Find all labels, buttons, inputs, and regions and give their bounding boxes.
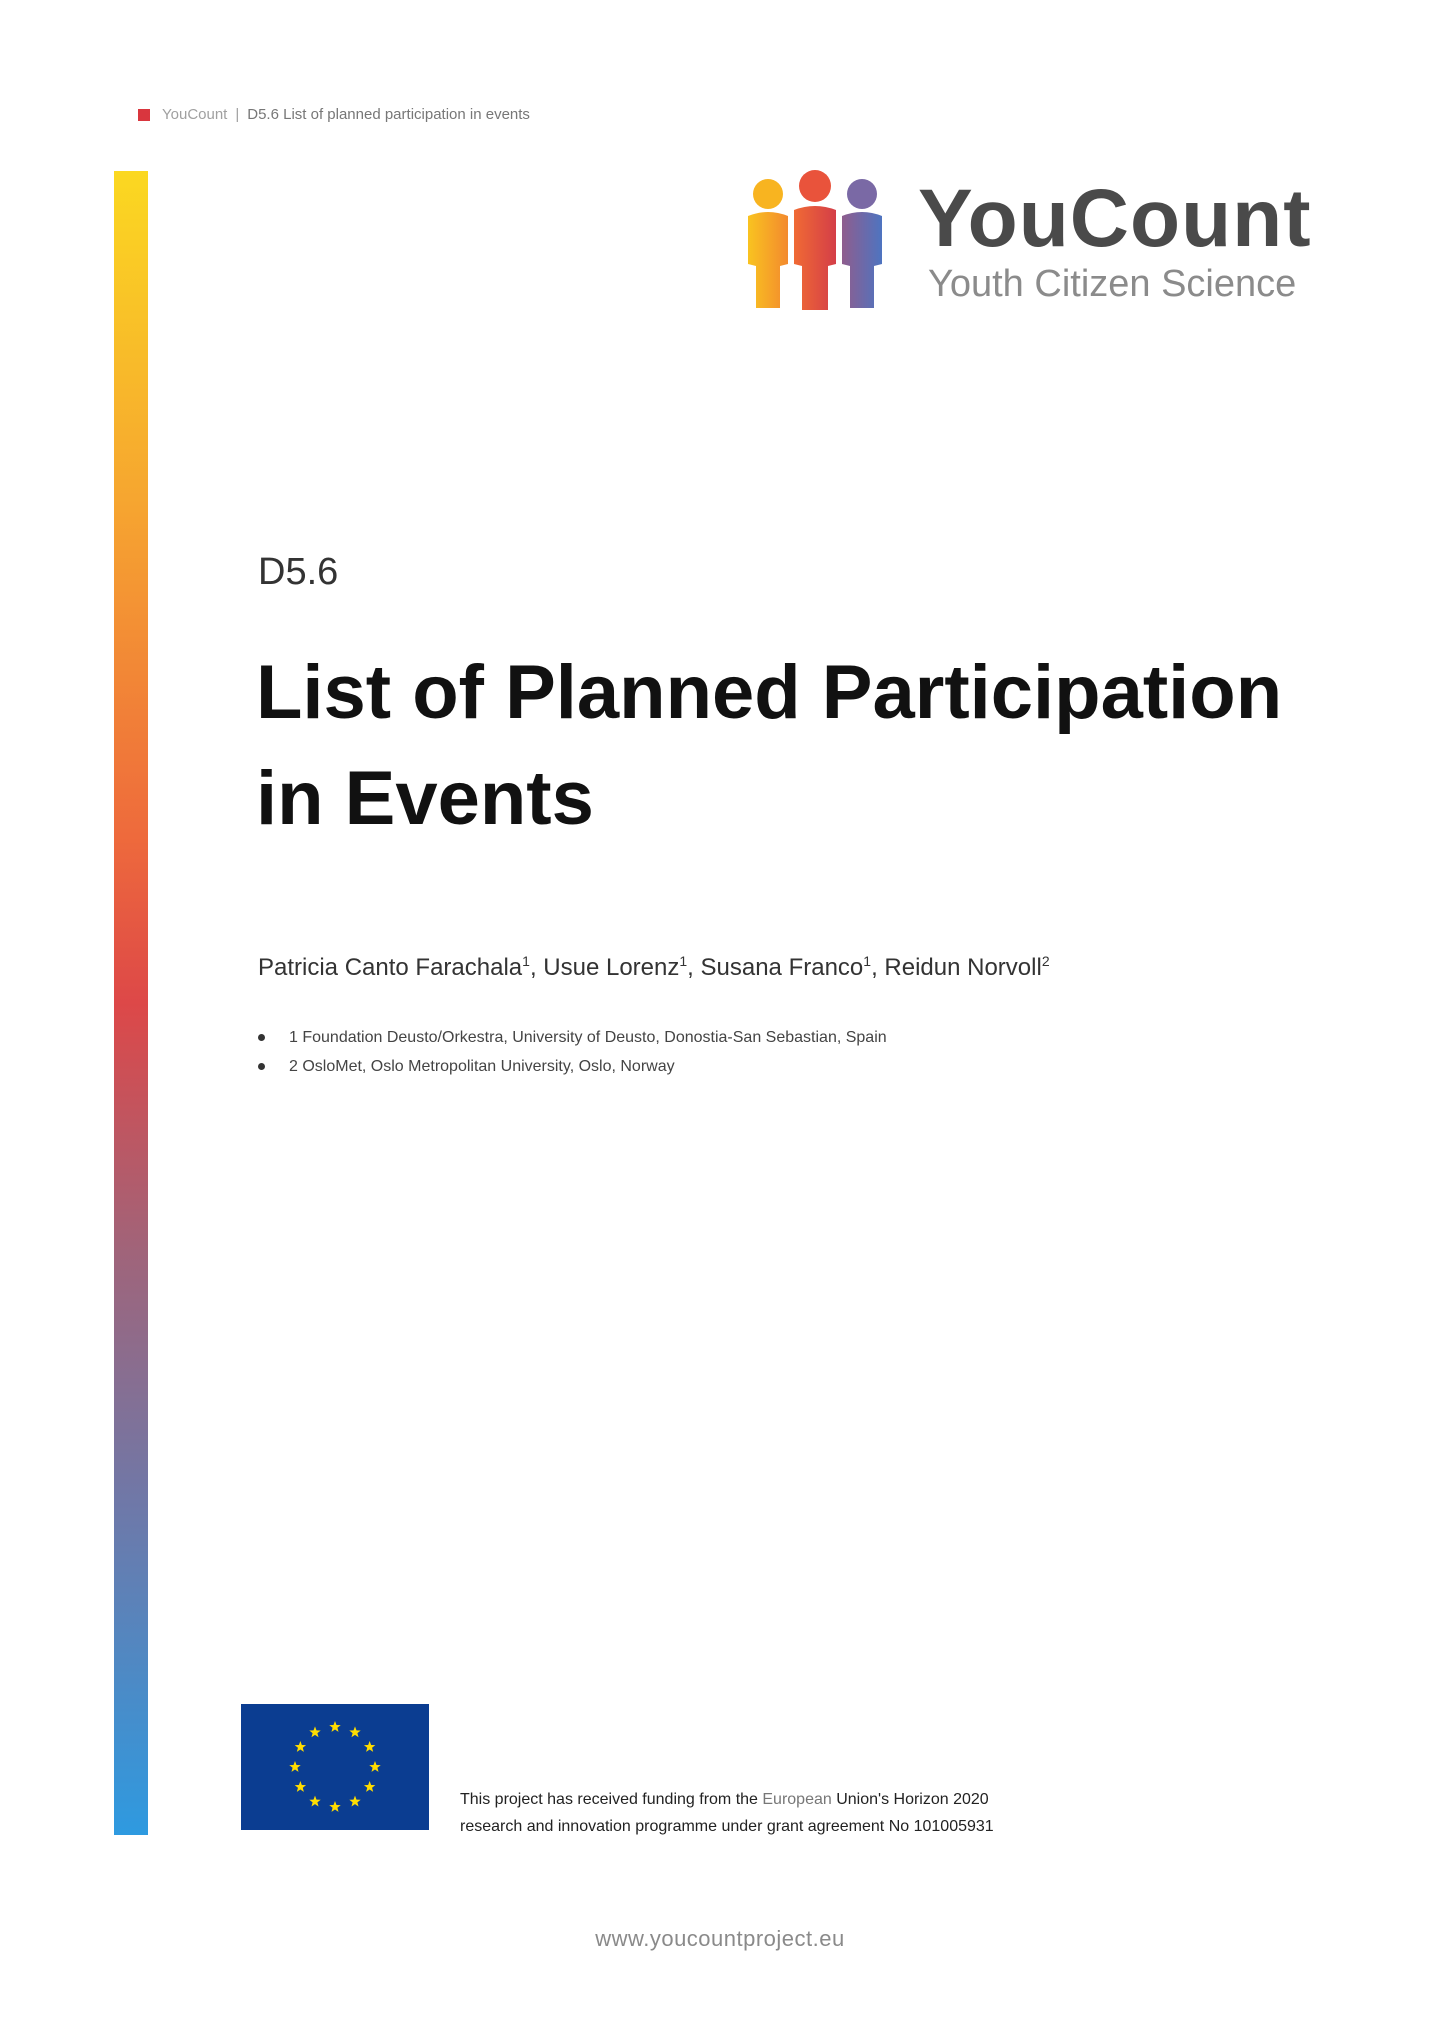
author-name: Patricia Canto Farachala xyxy=(258,954,523,981)
list-item xyxy=(258,1052,887,1081)
bullet-icon xyxy=(258,1034,265,1041)
header-doc-ref: D5.6 List of planned participation in events xyxy=(247,106,530,123)
header-separator: | xyxy=(235,106,240,123)
bullet-icon xyxy=(258,1063,265,1070)
eu-flag-icon xyxy=(241,1704,429,1830)
title-line-1: List of Planned Participation xyxy=(256,650,1283,735)
funding-line2: research and innovation programme under grant agreement No 101005931 xyxy=(460,1818,994,1835)
people-logo-icon xyxy=(742,168,888,314)
affiliation-text: 1 Foundation Deusto/Orkestra, University of Deusto, Donostia-San Sebastian, Spain xyxy=(289,1028,887,1046)
gradient-side-bar xyxy=(114,171,148,1835)
author-affil: 2 xyxy=(1041,953,1050,969)
author-name: Reidun Norvoll xyxy=(884,954,1042,981)
title-line-2: in Events xyxy=(256,756,594,841)
affiliation-list xyxy=(258,1023,887,1081)
author-list xyxy=(258,954,1050,980)
header-square-icon xyxy=(138,109,150,121)
deliverable-code: D5.6 xyxy=(258,551,339,593)
document-title xyxy=(256,640,1336,852)
logo-title: YouCount xyxy=(918,173,1312,264)
author-sep: , xyxy=(529,954,544,981)
affiliation-text: 2 OsloMet, Oslo Metropolitan University, Oslo, Norway xyxy=(289,1057,675,1075)
funding-line1-pre: This project has received funding from the xyxy=(460,1791,763,1808)
logo-subtitle: Youth Citizen Science xyxy=(928,263,1297,305)
author-sep: , xyxy=(871,954,885,981)
funding-line1-eu: European xyxy=(762,1791,832,1808)
author-affil: 1 xyxy=(863,953,872,969)
footer-url: www.youcountproject.eu xyxy=(595,1926,845,1951)
list-item xyxy=(258,1023,887,1052)
author-name: Usue Lorenz xyxy=(543,954,680,981)
running-header xyxy=(138,106,530,123)
author-affil: 1 xyxy=(522,953,530,969)
author-name: Susana Franco xyxy=(700,954,864,981)
funding-statement xyxy=(460,1786,994,1840)
author-affil: 1 xyxy=(679,953,688,969)
funding-line1-post: Union's Horizon 2020 xyxy=(831,1791,989,1808)
header-brand: YouCount xyxy=(162,106,228,123)
author-sep: , xyxy=(687,954,701,981)
